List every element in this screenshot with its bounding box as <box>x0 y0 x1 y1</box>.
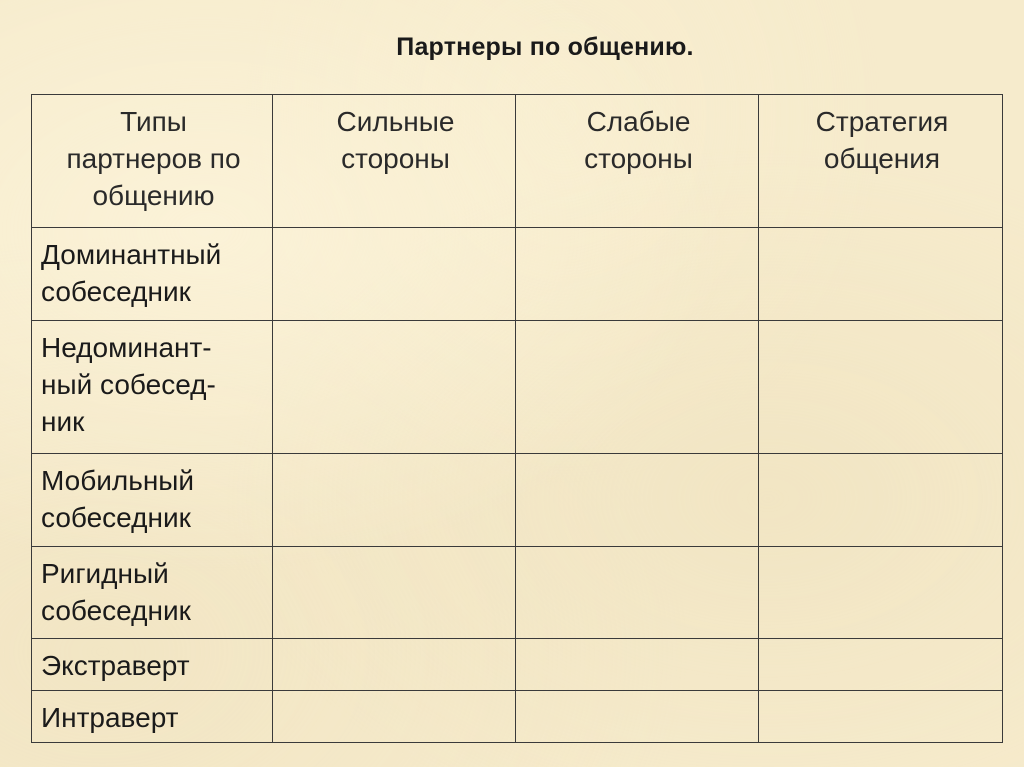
strategy-cell <box>759 321 1003 454</box>
weaknesses-cell <box>516 321 759 454</box>
header-partner-types: Типы партнеров по общению <box>32 95 273 228</box>
table-row <box>32 691 1003 743</box>
strategy-cell <box>759 454 1003 547</box>
strengths-cell <box>273 454 516 547</box>
partner-type-cell: Мобильный собеседник <box>32 454 273 547</box>
strategy-cell <box>759 639 1003 691</box>
weaknesses-cell <box>516 454 759 547</box>
strategy-cell <box>759 691 1003 743</box>
strengths-cell <box>273 321 516 454</box>
strengths-cell <box>273 228 516 321</box>
weaknesses-cell <box>516 691 759 743</box>
table-row <box>32 454 1003 547</box>
header-weaknesses: Слабые стороны <box>516 95 759 228</box>
strengths-cell <box>273 639 516 691</box>
weaknesses-cell <box>516 639 759 691</box>
partner-type-cell: Доминантный собеседник <box>32 228 273 321</box>
partner-type-cell: Экстраверт <box>32 639 273 691</box>
strategy-cell <box>759 547 1003 639</box>
header-strengths: Сильные стороны <box>273 95 516 228</box>
partner-type-cell: Ригидный собеседник <box>32 547 273 639</box>
table-header-row <box>32 95 1003 228</box>
table-row <box>32 228 1003 321</box>
table-row <box>32 547 1003 639</box>
partner-type-cell: Интраверт <box>32 691 273 743</box>
partner-type-cell: Недоминант- ный собесед- ник <box>32 321 273 454</box>
slide-title: Партнеры по общению. <box>396 33 694 61</box>
strengths-cell <box>273 691 516 743</box>
header-strategy: Стратегия общения <box>759 95 1003 228</box>
table-row <box>32 639 1003 691</box>
strategy-cell <box>759 228 1003 321</box>
weaknesses-cell <box>516 547 759 639</box>
table-row <box>32 321 1003 454</box>
strengths-cell <box>273 547 516 639</box>
partners-table <box>31 94 1003 743</box>
weaknesses-cell <box>516 228 759 321</box>
